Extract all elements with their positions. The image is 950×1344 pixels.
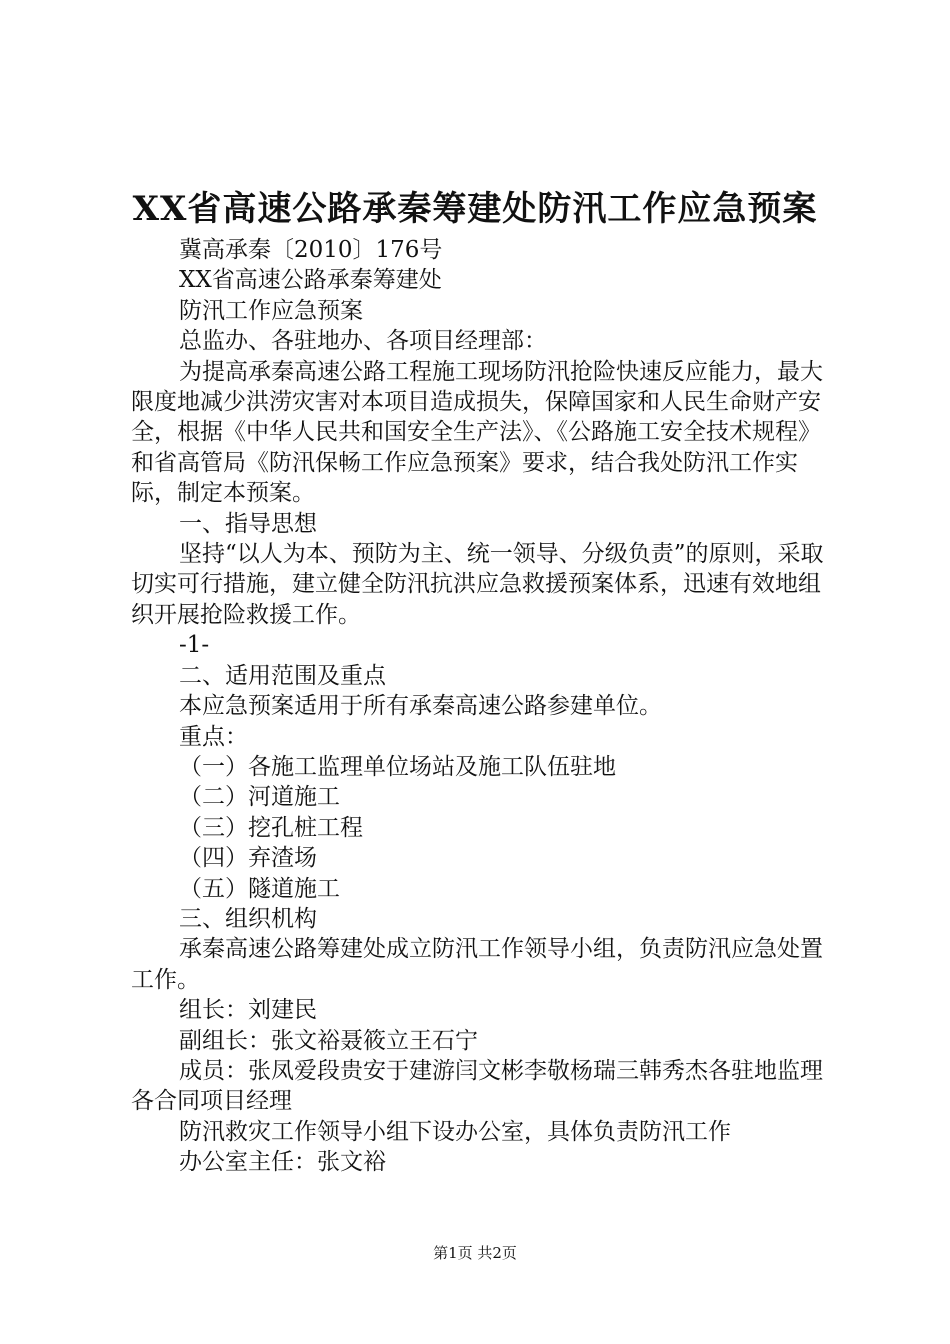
list-item: （二）河道施工 (179, 784, 340, 811)
list-item: （一）各施工监理单位场站及施工队伍驻地 (179, 753, 616, 780)
members: 成员：张凤爱段贵安于建游闫文彬李敬杨瑞三韩秀杰各驻地监理各合同项目经理 (131, 1057, 823, 1115)
issuer: XX省高速公路承秦筹建处 (179, 267, 442, 294)
doc-subject: 防汛工作应急预案 (179, 297, 363, 324)
doc-number: 冀高承秦〔2010〕176号 (179, 237, 443, 263)
page-marker: -1- (179, 632, 210, 659)
page-footer: 第1页 共2页 (433, 1244, 517, 1262)
document-body (131, 235, 831, 1178)
paragraph-intro: 为提高承秦高速公路工程施工现场防汛抢险快速反应能力，最大限度地减少洪涝灾害对本项目造成损失，保障国家和人民生命财产安全，根据《中华人民共和国安全生产法》、《公路施工安全技术规程》和省高管局《防汛保畅工作应急预案》要求，结合我处防汛工作实际，制定本预案。 (131, 358, 823, 507)
paragraph-organization: 承秦高速公路筹建处成立防汛工作领导小组，负责防汛应急处置工作。 (131, 936, 823, 993)
list-item: （四）弃渣场 (179, 845, 317, 872)
section-heading: 二、适用范围及重点 (179, 662, 386, 689)
paragraph-scope: 本应急预案适用于所有承秦高速公路参建单位。 (179, 693, 662, 720)
paragraph-principle: 坚持“以人为本、预防为主、统一领导、分级负责”的原则，采取切实可行措施，建立健全防汛抗洪应急救援预案体系，迅速有效地组织开展抢险救援工作。 (131, 541, 824, 628)
list-item: （五）隧道施工 (179, 875, 340, 902)
document-title: XX省高速公路承秦筹建处防汛工作应急预案 (132, 189, 818, 229)
list-item: （三）挖孔桩工程 (179, 814, 363, 841)
section-heading: 一、指导思想 (179, 510, 317, 537)
leader: 组长：刘建民 (179, 997, 317, 1024)
recipients: 总监办、各驻地办、各项目经理部： (179, 328, 547, 355)
deputy-leaders: 副组长：张文裕聂筱立王石宁 (179, 1027, 478, 1054)
paragraph-office: 防汛救灾工作领导小组下设办公室，具体负责防汛工作 (179, 1118, 731, 1145)
key-points-label: 重点： (179, 723, 248, 750)
office-director: 办公室主任：张文裕 (179, 1149, 386, 1176)
section-heading: 三、组织机构 (179, 905, 317, 932)
